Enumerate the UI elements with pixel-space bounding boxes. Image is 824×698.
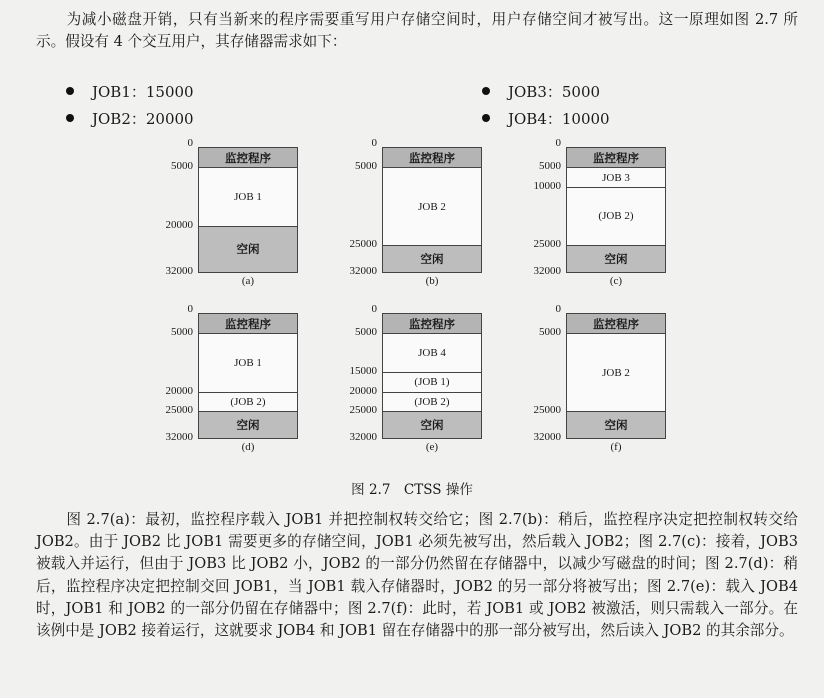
- list-item: [66, 106, 194, 130]
- address-label: 32000: [165, 265, 193, 277]
- address-label: 5000: [355, 160, 377, 173]
- figure-caption: 图 2.7 CTSS 操作: [351, 482, 473, 498]
- address-label: 20000: [349, 384, 377, 397]
- address-label: 5000: [171, 326, 193, 339]
- memory-segment: 空闲: [199, 411, 297, 438]
- memory-segment: 空闲: [567, 245, 665, 272]
- job-list: [66, 79, 786, 131]
- address-label: 5000: [539, 160, 561, 173]
- address-label: 0: [187, 137, 193, 149]
- memory-segment: 空闲: [383, 411, 481, 438]
- address-label: 32000: [533, 431, 561, 443]
- address-label: 5000: [355, 326, 377, 339]
- memory-box: [382, 313, 482, 439]
- address-label: 25000: [165, 403, 193, 416]
- memory-segment: JOB 1: [199, 167, 297, 225]
- address-label: 5000: [539, 326, 561, 339]
- memory-segment: 空闲: [199, 226, 297, 273]
- memory-segment: 监控程序: [383, 148, 481, 167]
- memory-segment: JOB 2: [383, 167, 481, 245]
- memory-box: [198, 313, 298, 439]
- address-label: 32000: [349, 265, 377, 277]
- address-label: 10000: [533, 179, 561, 192]
- memory-diagram: [334, 303, 484, 457]
- address-label: 32000: [533, 265, 561, 277]
- job-text: JOB4：10000: [508, 109, 610, 128]
- figure-sublabel: (b): [425, 275, 439, 287]
- address-label: 32000: [349, 431, 377, 443]
- intro-paragraph: [36, 9, 798, 53]
- figure-sublabel: (d): [241, 441, 255, 453]
- memory-segment: 空闲: [383, 245, 481, 272]
- memory-segment: 监控程序: [567, 314, 665, 333]
- memory-diagram: [150, 303, 300, 457]
- memory-diagram: [518, 137, 668, 291]
- memory-segment: (JOB 1): [383, 372, 481, 391]
- memory-segment: (JOB 2): [567, 187, 665, 245]
- memory-segment: (JOB 2): [199, 392, 297, 411]
- memory-box: [382, 147, 482, 273]
- bullet-icon: [66, 87, 74, 95]
- address-label: 25000: [533, 403, 561, 416]
- memory-segment: JOB 3: [567, 167, 665, 186]
- memory-diagram: [150, 137, 300, 291]
- memory-segment: 监控程序: [199, 148, 297, 167]
- figure-sublabel: (c): [609, 275, 623, 287]
- memory-diagram: [334, 137, 484, 291]
- address-label: 25000: [349, 237, 377, 250]
- address-label: 0: [555, 137, 561, 149]
- address-label: 0: [187, 303, 193, 315]
- address-label: 0: [555, 303, 561, 315]
- memory-segment: 监控程序: [567, 148, 665, 167]
- caption-paragraph: [36, 509, 798, 642]
- list-item: [482, 79, 600, 103]
- figure-sublabel: (e): [425, 441, 439, 453]
- figure-sublabel: (f): [610, 441, 622, 453]
- memory-segment: (JOB 2): [383, 392, 481, 411]
- memory-diagram: [518, 303, 668, 457]
- address-label: 25000: [349, 403, 377, 416]
- memory-box: [566, 147, 666, 273]
- intro-text: 为减小磁盘开销，只有当新来的程序需要重写用户存储空间时，用户存储空间才被写出。这一原理如图 2.7 所示。假设有 4 个交互用户，其存储器需求如下：: [36, 11, 798, 51]
- address-label: 20000: [165, 384, 193, 397]
- caption-text: 图 2.7(a)：最初，监控程序载入 JOB1 并把控制权转交给它；图 2.7(b)：稍后，监控程序决定把控制权转交给 JOB2。由于 JOB2 比 JOB1 需要更多的存储空间，JOB1 必须先被写出，然后载入 JOB2；图 2.7(c)：接着，JOB3 被载入并运行，但由于 JOB3 比 JOB2 小，JOB2 的一部分仍然留在存储器中，以减少写磁盘的时间；图 2.7(d)：稍后，监控程序决定把控制交回 JOB1，当 JOB1 载入存储器时，JOB2 的另一部分将被写出；图 2.7(e)：载入 JOB4 时，JOB1 和 JOB2 的一部分仍留在存储器中；图 2.7(f)：此时，若 JOB1 或 JOB2 被激活，则只需载入一部分。在该例中是 JOB2 接着运行，这就要求 JOB4 和 JOB1 留在存储器中的那一部分被写出，然后读入 JOB2 的其余部分。: [36, 511, 798, 640]
- address-label: 32000: [165, 431, 193, 443]
- bullet-icon: [482, 87, 490, 95]
- memory-segment: 监控程序: [383, 314, 481, 333]
- list-item: [482, 106, 610, 130]
- job-text: JOB1：15000: [92, 82, 194, 101]
- list-item: [66, 79, 194, 103]
- bullet-icon: [482, 114, 490, 122]
- address-label: 5000: [171, 160, 193, 173]
- memory-segment: JOB 1: [199, 333, 297, 391]
- address-label: 0: [371, 303, 377, 315]
- bullet-icon: [66, 114, 74, 122]
- job-text: JOB2：20000: [92, 109, 194, 128]
- address-label: 15000: [349, 365, 377, 378]
- address-label: 0: [371, 137, 377, 149]
- memory-box: [198, 147, 298, 273]
- figure-sublabel: (a): [241, 275, 255, 287]
- job-text: JOB3：5000: [508, 82, 601, 101]
- memory-segment: 空闲: [567, 411, 665, 438]
- memory-box: [566, 313, 666, 439]
- address-label: 20000: [165, 218, 193, 231]
- memory-segment: 监控程序: [199, 314, 297, 333]
- memory-segment: JOB 2: [567, 333, 665, 411]
- memory-segment: JOB 4: [383, 333, 481, 372]
- address-label: 25000: [533, 237, 561, 250]
